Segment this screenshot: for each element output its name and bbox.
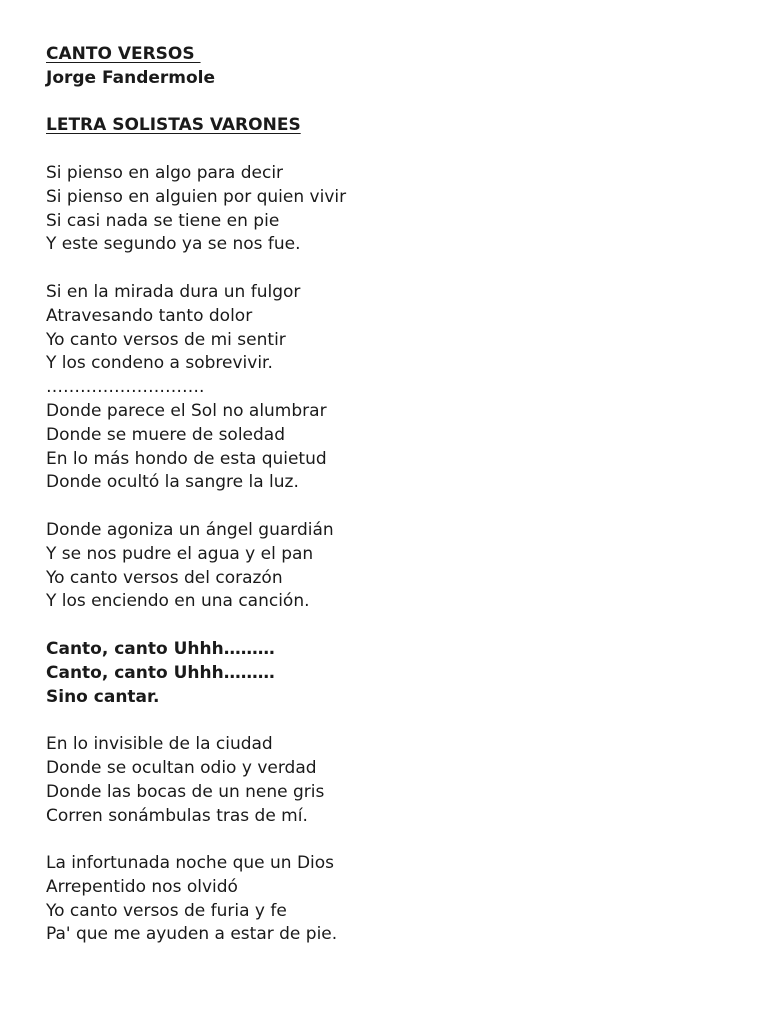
blank-line bbox=[46, 257, 726, 281]
stanza-4 bbox=[46, 733, 726, 828]
verse-line: Pa' que me ayuden a estar de pie. bbox=[46, 924, 338, 945]
verse-line: Y este segundo ya se nos fue. bbox=[46, 234, 301, 255]
verse-line: Y los condeno a sobrevivir. bbox=[46, 353, 273, 374]
verse-line: Yo canto versos del corazón bbox=[46, 567, 283, 588]
blank-line bbox=[46, 709, 726, 733]
verse-line: La infortunada noche que un Dios bbox=[46, 853, 335, 874]
document-page bbox=[46, 43, 726, 947]
chorus bbox=[46, 638, 726, 709]
song-title: CANTO VERSOS bbox=[46, 44, 201, 64]
stanza-3 bbox=[46, 519, 726, 614]
blank-line bbox=[46, 828, 726, 852]
verse-line: Y se nos pudre el agua y el pan bbox=[46, 543, 314, 564]
stanza-1 bbox=[46, 162, 726, 257]
verse-line: Si en la mirada dura un fulgor bbox=[46, 281, 301, 302]
stanza-5 bbox=[46, 852, 726, 947]
verse-line: Donde agoniza un ángel guardián bbox=[46, 519, 334, 540]
blank-line bbox=[46, 91, 726, 115]
blank-line bbox=[46, 495, 726, 519]
verse-line: Donde se ocultan odio y verdad bbox=[46, 757, 317, 778]
verse-line: En lo más hondo de esta quietud bbox=[46, 448, 327, 469]
verse-line: En lo invisible de la ciudad bbox=[46, 734, 273, 755]
verse-line: Si pienso en algo para decir bbox=[46, 162, 284, 183]
blank-line bbox=[46, 614, 726, 638]
verse-line: Si pienso en alguien por quien vivir bbox=[46, 186, 347, 207]
chorus-line: Canto, canto Uhhh……… bbox=[46, 638, 275, 659]
chorus-line: Canto, canto Uhhh……… bbox=[46, 662, 275, 683]
verse-line: Donde ocultó la sangre la luz. bbox=[46, 472, 299, 493]
verse-line: Yo canto versos de furia y fe bbox=[46, 900, 287, 921]
section-heading: LETRA SOLISTAS VARONES bbox=[46, 115, 301, 136]
verse-line: Atravesando tanto dolor bbox=[46, 305, 253, 326]
verse-line: Donde se muere de soledad bbox=[46, 424, 286, 445]
chorus-line: Sino cantar. bbox=[46, 686, 160, 707]
verse-line: Arrepentido nos olvidó bbox=[46, 876, 238, 897]
verse-line: Yo canto versos de mi sentir bbox=[46, 329, 286, 350]
blank-line bbox=[46, 138, 726, 162]
stanza-2 bbox=[46, 281, 726, 495]
verse-line: Donde parece el Sol no alumbrar bbox=[46, 400, 327, 421]
verse-line: Si casi nada se tiene en pie bbox=[46, 210, 280, 231]
verse-line: Corren sonámbulas tras de mí. bbox=[46, 805, 308, 826]
verse-line: Donde las bocas de un nene gris bbox=[46, 781, 325, 802]
author-name: Jorge Fandermole bbox=[46, 67, 216, 88]
verse-line: Y los enciendo en una canción. bbox=[46, 591, 310, 612]
dotted-separator: ………………………. bbox=[46, 377, 205, 398]
